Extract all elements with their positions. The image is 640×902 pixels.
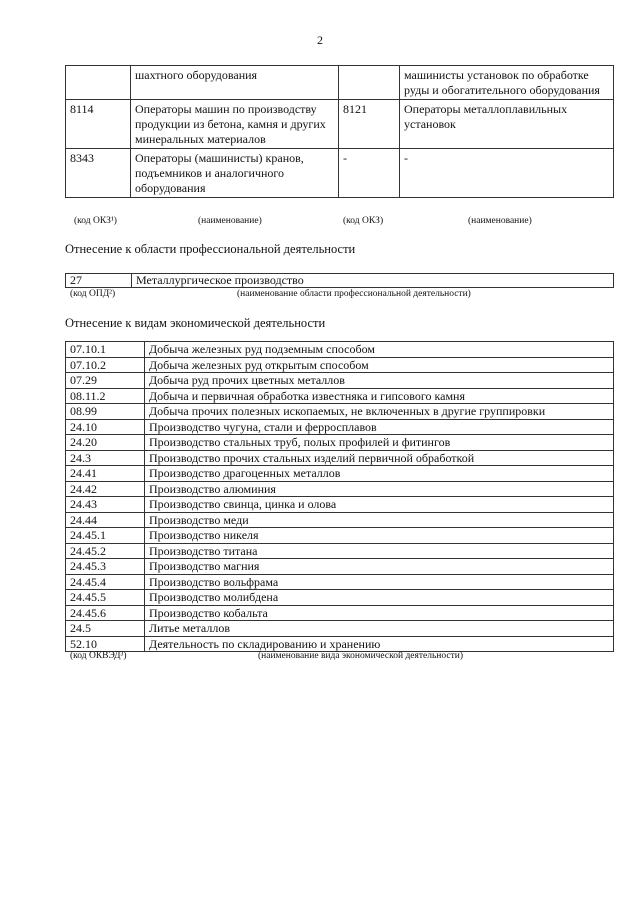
okved-table	[65, 341, 614, 652]
table-row	[66, 450, 614, 466]
okved-name-cell: Добыча прочих полезных ископаемых, не включенных в другие группировки	[145, 404, 614, 420]
okz-code-cell: 8343	[66, 149, 131, 198]
table-row	[66, 66, 614, 100]
okved-name-cell: Производство молибдена	[145, 590, 614, 606]
okved-table-body	[66, 342, 614, 652]
okved-name-cell: Добыча железных руд подземным способом	[145, 342, 614, 358]
okved-code-cell: 24.3	[66, 450, 145, 466]
okved-code-cell: 07.10.2	[66, 357, 145, 373]
okved-code-cell: 24.5	[66, 621, 145, 637]
okz-name-cell: Операторы металлоплавильных установок	[400, 100, 614, 149]
table-row	[66, 435, 614, 451]
okz-name-cell: машинисты установок по обработке руды и обогатительного оборудования	[400, 66, 614, 100]
okved-name-cell: Производство магния	[145, 559, 614, 575]
okved-code-cell: 24.20	[66, 435, 145, 451]
okved-code-cell: 24.42	[66, 481, 145, 497]
okved-name-cell: Производство титана	[145, 543, 614, 559]
table-row	[66, 388, 614, 404]
okved-name-cell: Литье металлов	[145, 621, 614, 637]
table-row	[66, 559, 614, 575]
okz-table-body	[66, 66, 614, 198]
table-row	[66, 574, 614, 590]
okved-code-cell: 24.45.5	[66, 590, 145, 606]
okved-name-cell: Производство драгоценных металлов	[145, 466, 614, 482]
table-row	[66, 497, 614, 513]
okved-code-cell: 24.45.6	[66, 605, 145, 621]
okz-name-caption: (наименование)	[198, 216, 262, 226]
opd-table	[65, 273, 614, 288]
okved-name-cell: Производство алюминия	[145, 481, 614, 497]
okved-name-caption: (наименование вида экономической деятельности)	[258, 651, 463, 661]
table-row	[66, 274, 614, 288]
okved-name-cell: Производство меди	[145, 512, 614, 528]
okved-code-cell: 08.11.2	[66, 388, 145, 404]
opd-code-caption: (код ОПД²)	[70, 289, 116, 299]
table-row	[66, 466, 614, 482]
okz-name-cell: -	[400, 149, 614, 198]
table-row	[66, 373, 614, 389]
okved-name-cell: Производство чугуна, стали и ферросплавов	[145, 419, 614, 435]
okz-code-cell	[339, 66, 400, 100]
table-row	[66, 590, 614, 606]
opd-code-cell: 27	[66, 274, 132, 288]
okved-name-cell: Производство стальных труб, полых профилей и фитингов	[145, 435, 614, 451]
okz-code-caption: (код ОКЗ¹)	[74, 216, 117, 226]
okved-name-cell: Деятельность по складированию и хранению	[145, 636, 614, 652]
okz-name-cell: Операторы (машинисты) кранов, подъемников и аналогичного оборудования	[131, 149, 339, 198]
table-row	[66, 605, 614, 621]
okved-code-cell: 24.45.3	[66, 559, 145, 575]
okved-name-cell: Добыча руд прочих цветных металлов	[145, 373, 614, 389]
page-number: 2	[317, 33, 323, 47]
okz-code-caption-2: (код ОКЗ)	[343, 216, 384, 226]
okved-section-title: Отнесение к видам экономической деятельности	[65, 316, 326, 330]
okved-code-cell: 07.10.1	[66, 342, 145, 358]
okved-code-cell: 07.29	[66, 373, 145, 389]
okved-code-cell: 24.44	[66, 512, 145, 528]
okz-name-cell: Операторы машин по производству продукции из бетона, камня и других минеральных материалов	[131, 100, 339, 149]
table-row	[66, 636, 614, 652]
table-row	[66, 100, 614, 149]
okved-code-caption: (код ОКВЭД³)	[70, 651, 127, 661]
okved-code-cell: 52.10	[66, 636, 145, 652]
okved-code-cell: 24.43	[66, 497, 145, 513]
table-row	[66, 621, 614, 637]
okz-table	[65, 65, 614, 198]
okz-code-cell: 8114	[66, 100, 131, 149]
table-row	[66, 419, 614, 435]
okved-name-cell: Добыча железных руд открытым способом	[145, 357, 614, 373]
opd-section-title: Отнесение к области профессиональной деятельности	[65, 242, 356, 256]
table-row	[66, 528, 614, 544]
okved-name-cell: Производство свинца, цинка и олова	[145, 497, 614, 513]
table-row	[66, 357, 614, 373]
opd-name-caption: (наименование области профессиональной деятельности)	[237, 289, 471, 299]
okved-code-cell: 24.45.4	[66, 574, 145, 590]
table-row	[66, 342, 614, 358]
opd-name-cell: Металлургическое производство	[132, 274, 614, 288]
table-row	[66, 404, 614, 420]
okz-code-cell	[66, 66, 131, 100]
okz-code-cell: -	[339, 149, 400, 198]
okved-name-cell: Производство вольфрама	[145, 574, 614, 590]
table-row	[66, 149, 614, 198]
okved-name-cell: Производство никеля	[145, 528, 614, 544]
okved-code-cell: 24.10	[66, 419, 145, 435]
okz-name-caption-2: (наименование)	[468, 216, 532, 226]
okz-name-cell: шахтного оборудования	[131, 66, 339, 100]
okved-name-cell: Производство прочих стальных изделий первичной обработкой	[145, 450, 614, 466]
okved-code-cell: 24.45.2	[66, 543, 145, 559]
okz-code-cell: 8121	[339, 100, 400, 149]
table-row	[66, 543, 614, 559]
okved-code-cell: 08.99	[66, 404, 145, 420]
okved-name-cell: Добыча и первичная обработка известняка и гипсового камня	[145, 388, 614, 404]
table-row	[66, 512, 614, 528]
okved-code-cell: 24.45.1	[66, 528, 145, 544]
okved-name-cell: Производство кобальта	[145, 605, 614, 621]
table-row	[66, 481, 614, 497]
okved-code-cell: 24.41	[66, 466, 145, 482]
